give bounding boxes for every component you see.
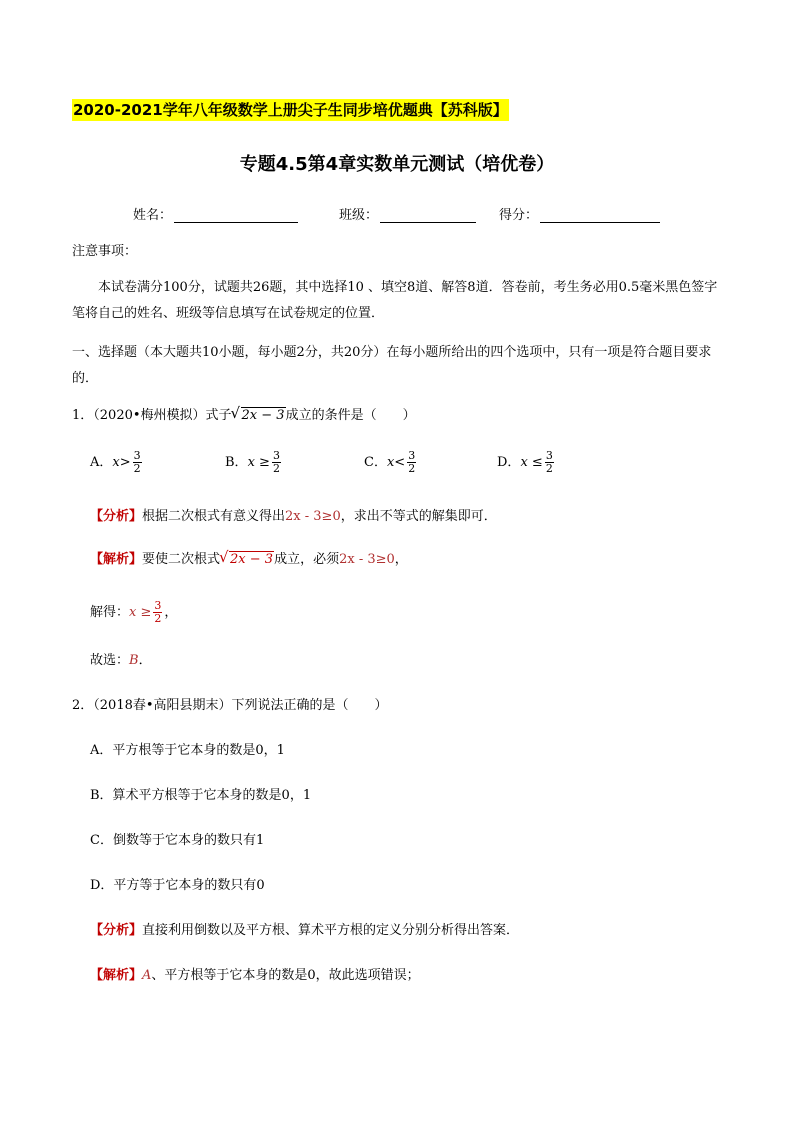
class-blank[interactable] [380, 208, 476, 223]
class-field[interactable] [339, 204, 476, 223]
q1-solved: 解得：x ≥ $\frac{3}{2}$ ， [90, 599, 178, 625]
q1-option-c: C．x< $\frac{3}{2}$ [364, 449, 416, 475]
q2-stem: 2．（2018春•高阳县期末）下列说法正确的是（ ） [72, 698, 388, 713]
q2-analysis: 【分析】直接利用倒数以及平方根、算术平方根的定义分别分析得出答案． [90, 923, 520, 938]
solution-tag: 【解析】 [90, 552, 143, 567]
score-blank[interactable] [540, 208, 660, 223]
class-label: 班级： [339, 208, 379, 223]
q1-option-d: D．x ≤ $\frac{3}{2}$ [497, 449, 553, 475]
series-banner: 2020-2021学年八年级数学上册尖子生同步培优题典【苏科版】 [73, 101, 508, 119]
analysis-tag: 【分析】 [90, 923, 143, 938]
page-title: 专题4.5第4章实数单元测试（培优卷） [239, 154, 555, 175]
q1-solution: 【解析】要使二次根式√ 2x − 3成立，必须2x - 3≥0， [90, 550, 408, 570]
score-field[interactable] [499, 204, 660, 223]
q1-stem-prefix: 1．（2020•梅州模拟）式子 [72, 408, 232, 423]
q1-radical: √ 2x − 3 [232, 406, 286, 426]
q1-stem [72, 406, 416, 426]
q2-option-c: C．倒数等于它本身的数只有1 [90, 833, 265, 848]
name-blank[interactable] [174, 208, 298, 223]
q1-stem-suffix: 成立的条件是（ ） [285, 408, 416, 423]
solution-tag: 【解析】 [90, 968, 143, 983]
q2-option-b: B．算术平方根等于它本身的数是0，1 [90, 788, 312, 803]
q2-option-d: D．平方等于它本身的数只有0 [90, 878, 265, 893]
q1-choice: 故选：B． [90, 653, 152, 668]
score-label: 得分： [499, 208, 539, 223]
section-heading: 一、选择题（本大题共10小题，每小题2分，共20分）在每小题所给出的四个选项中，只有一项是符合题目要求的． [72, 345, 712, 386]
notice-heading: 注意事项： [72, 244, 138, 259]
q1-solution-radical: √ 2x − 3 [220, 550, 274, 570]
name-field[interactable] [133, 204, 298, 223]
q1-analysis: 【分析】根据二次根式有意义得出2x - 3≥0，求出不等式的解集即可． [90, 509, 497, 524]
q2-option-a: A．平方根等于它本身的数是0，1 [90, 743, 285, 758]
analysis-tag: 【分析】 [90, 509, 143, 524]
name-label: 姓名： [133, 208, 173, 223]
q2-solution: 【解析】A、平方根等于它本身的数是0，故此选项错误； [90, 968, 420, 983]
q1-option-b: B．x ≥ $\frac{3}{2}$ [225, 449, 280, 475]
q1-option-a: A．x> $\frac{3}{2}$ [90, 449, 141, 475]
notice-body: 本试卷满分100分，试题共26题，其中选择10 、填空8道、解答8道．答卷前，考生务必用0.5毫米黑色签字笔将自己的姓名、班级等信息填写在试卷规定的位置． [72, 280, 718, 321]
